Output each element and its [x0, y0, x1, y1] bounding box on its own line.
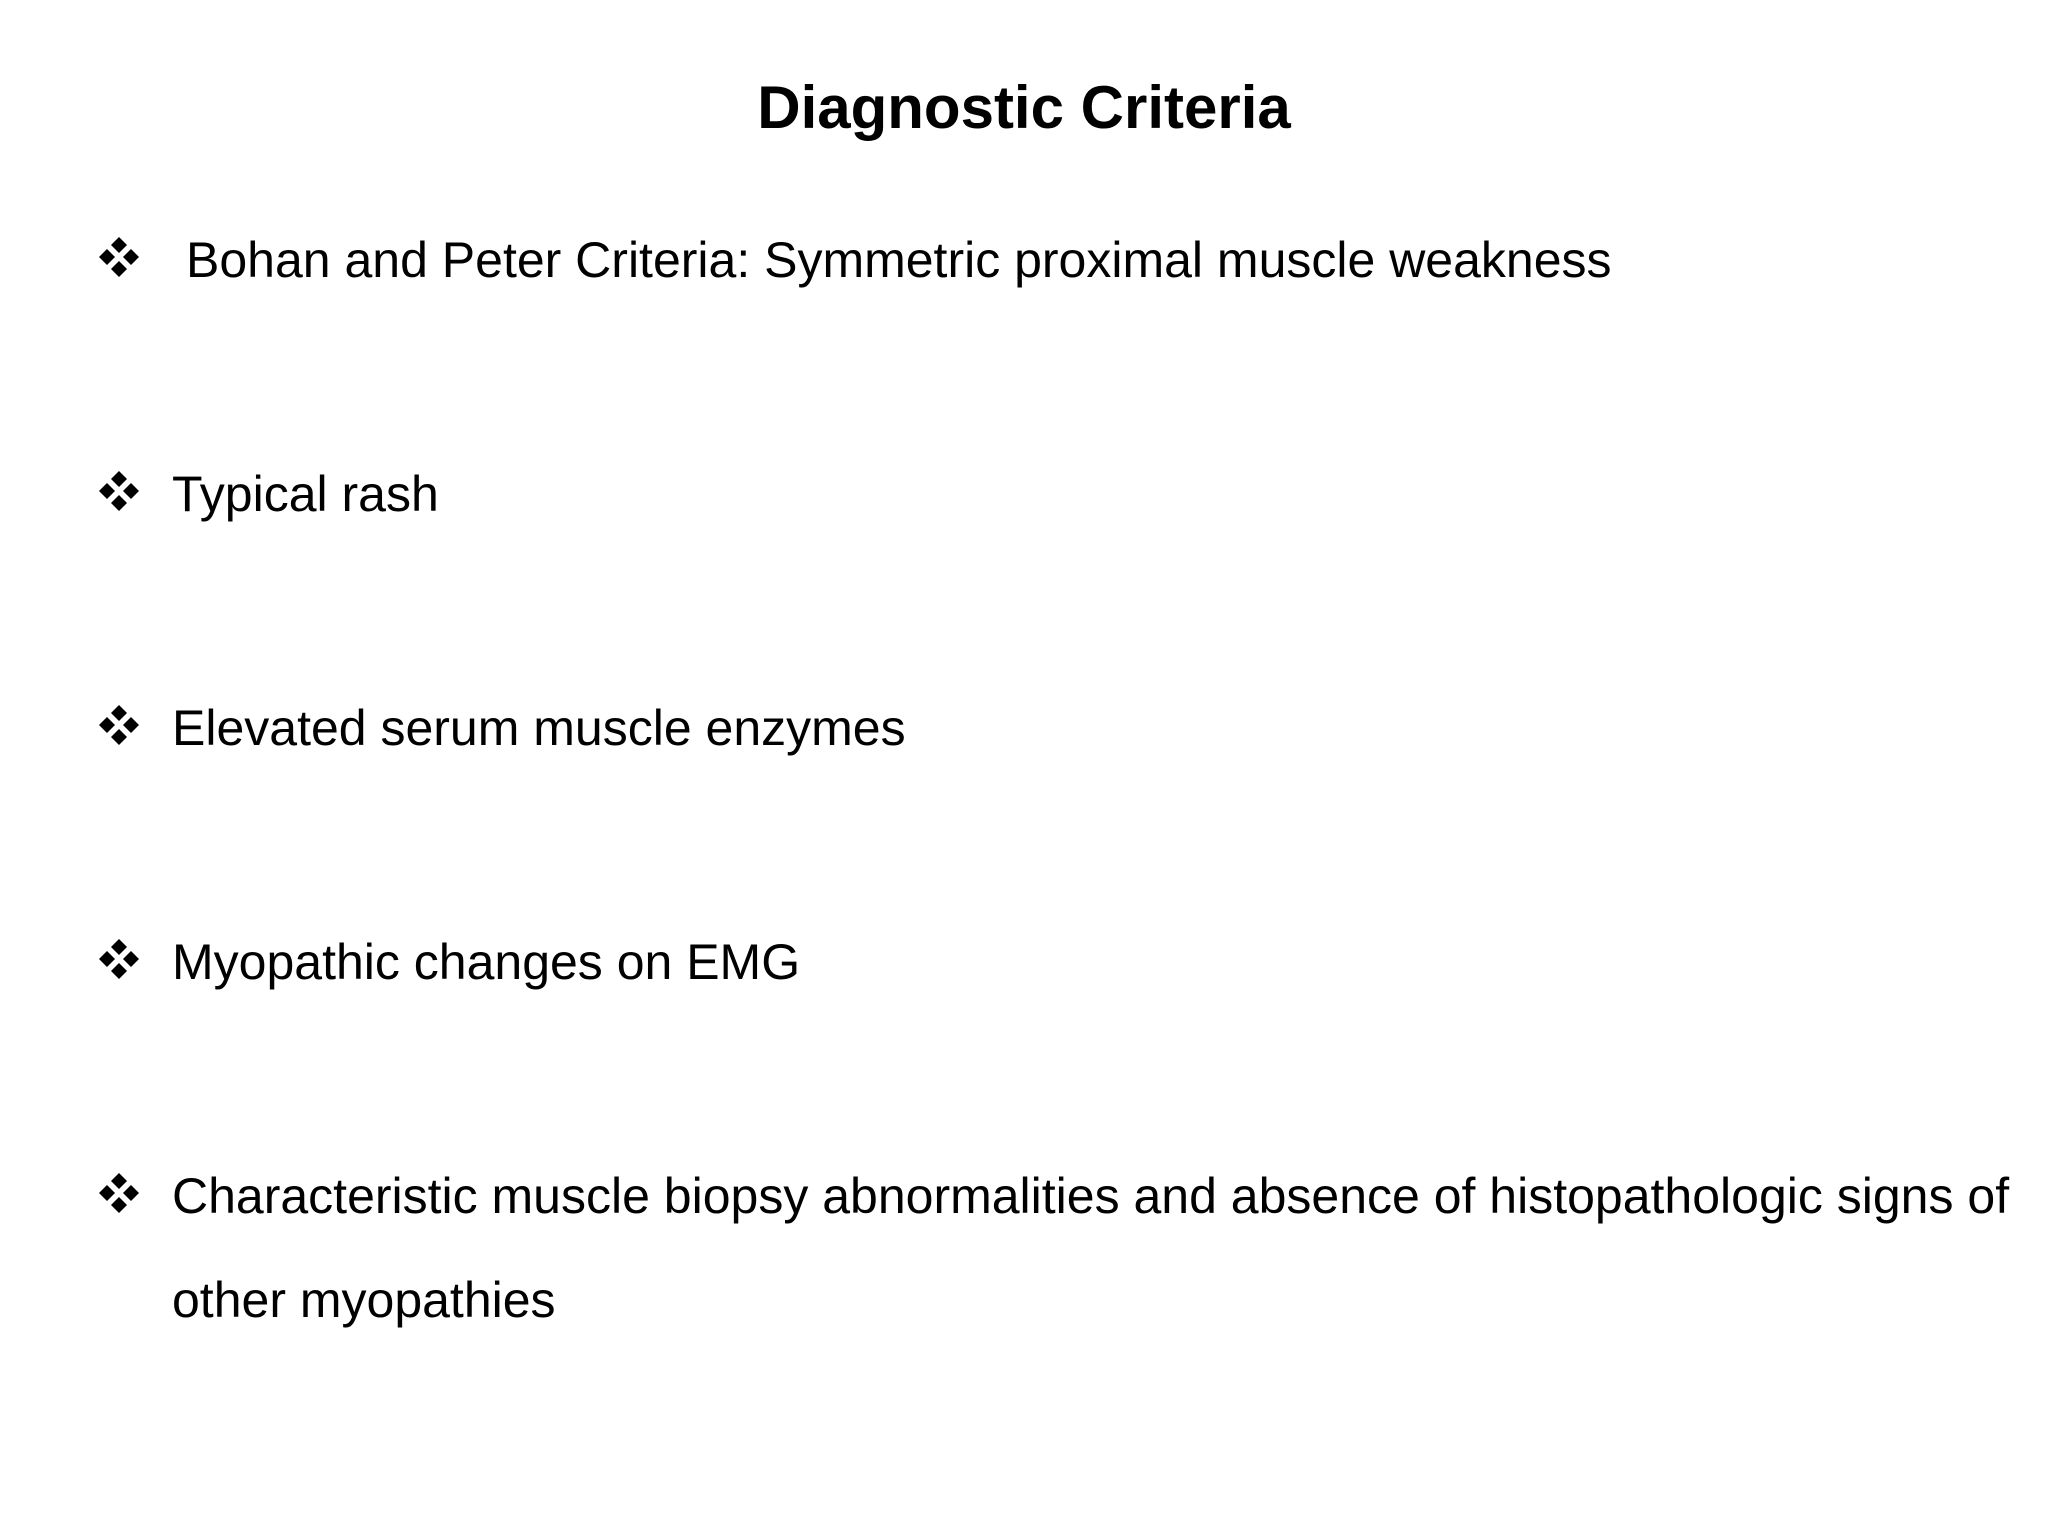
four-diamond-bullet-icon: [98, 938, 140, 980]
bullet-text: Myopathic changes on EMG: [172, 934, 801, 990]
four-diamond-bullet-icon: [98, 236, 140, 278]
four-diamond-bullet-icon: [98, 470, 140, 512]
bullet-text: Typical rash: [172, 466, 439, 522]
four-diamond-bullet-icon: [98, 704, 140, 746]
slide-title: Diagnostic Criteria: [757, 74, 1291, 141]
bullet-text: Characteristic muscle biopsy abnormalities and absence of histopathologic signs of other myopathies: [172, 1168, 2010, 1328]
bullet-text: Elevated serum muscle enzymes: [172, 700, 906, 756]
four-diamond-bullet-icon: [98, 1172, 140, 1214]
bullet-text: Bohan and Peter Criteria: Symmetric proximal muscle weakness: [186, 232, 1612, 288]
